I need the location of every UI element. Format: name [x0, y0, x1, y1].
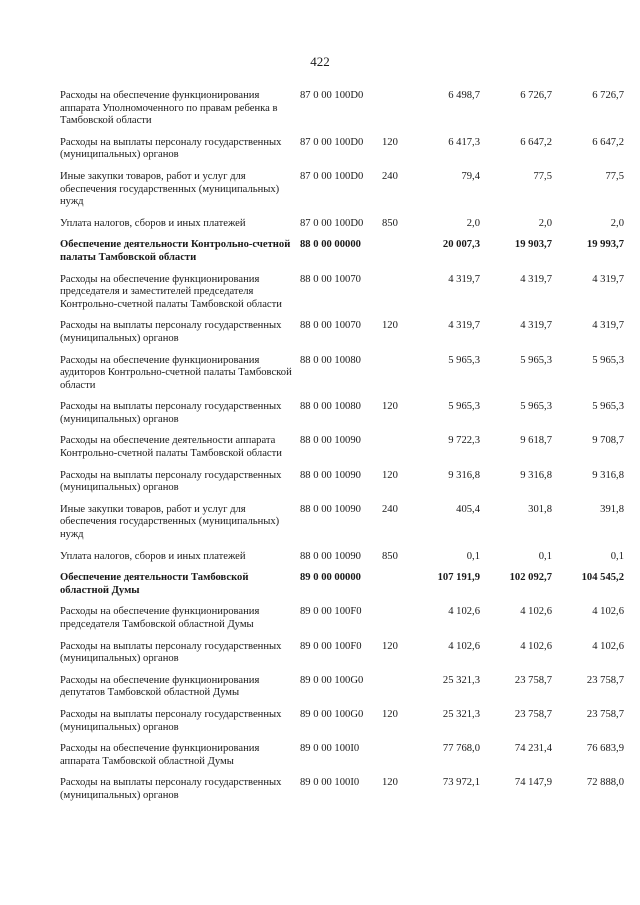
- amount-year-3: 4 319,7: [592, 320, 624, 332]
- amount-year-1: 79,4: [461, 170, 480, 182]
- expense-type-code: 240: [382, 170, 398, 182]
- expense-name: Расходы на обеспечение функционирования аудиторов Контрольно-счетной палаты Тамбовской области: [60, 354, 292, 391]
- amount-year-2: 4 102,6: [520, 606, 552, 618]
- target-article-code: 89 0 00 100G0: [300, 708, 364, 720]
- target-article-code: 89 0 00 100I0: [300, 777, 360, 789]
- table-row: [60, 572, 624, 606]
- target-article-code: 88 0 00 10070: [300, 273, 361, 285]
- amount-year-2: 9 618,7: [520, 435, 552, 447]
- amount-year-1: 405,4: [456, 503, 480, 515]
- expense-type-code: 120: [382, 708, 398, 720]
- target-article-code: 87 0 00 100D0: [300, 90, 364, 101]
- amount-year-2: 5 965,3: [520, 401, 552, 413]
- table-row: [60, 504, 624, 551]
- table-row: [60, 90, 624, 137]
- expense-name: Расходы на обеспечение функционирования председателя Тамбовской областной Думы: [60, 606, 260, 630]
- expense-type-code: [382, 435, 408, 469]
- expense-name: Расходы на обеспечение функционирования аппарата Уполномоченного по правам ребенка в Тамбовской области: [60, 90, 278, 127]
- amount-year-3: 77,5: [605, 170, 624, 182]
- amount-year-2: 23 758,7: [514, 674, 552, 686]
- table-row: [60, 401, 624, 435]
- table-row: [60, 470, 624, 504]
- expense-type-code: [382, 675, 408, 709]
- amount-year-3: 19 993,7: [586, 239, 624, 251]
- expense-type-code: 120: [382, 136, 398, 148]
- table-body: [60, 90, 624, 812]
- table-row: [60, 641, 624, 675]
- amount-year-1: 4 319,7: [448, 273, 480, 285]
- amount-year-2: 2,0: [538, 217, 552, 229]
- amount-year-3: 391,8: [600, 503, 624, 515]
- table-row: [60, 743, 624, 777]
- target-article-code: 89 0 00 100F0: [300, 640, 362, 652]
- table-row: [60, 239, 624, 273]
- amount-year-3: 23 758,7: [586, 708, 624, 720]
- expense-name: Расходы на выплаты персоналу государственных (муниципальных) органов: [60, 401, 282, 425]
- amount-year-1: 0,1: [466, 550, 480, 562]
- amount-year-1: 9 316,8: [448, 469, 480, 481]
- target-article-code: 88 0 00 00000: [300, 239, 361, 251]
- amount-year-2: 9 316,8: [520, 469, 552, 481]
- target-article-code: 89 0 00 00000: [300, 572, 361, 584]
- expense-name: Обеспечение деятельности Тамбовской областной Думы: [60, 572, 249, 596]
- amount-year-1: 4 102,6: [448, 606, 480, 618]
- amount-year-1: 25 321,3: [442, 674, 480, 686]
- amount-year-2: 4 319,7: [520, 320, 552, 332]
- expense-name: Расходы на обеспечение функционирования аппарата Тамбовской областной Думы: [60, 743, 260, 767]
- expense-type-code: 850: [382, 217, 398, 229]
- target-article-code: 88 0 00 10090: [300, 503, 361, 515]
- amount-year-3: 4 319,7: [592, 273, 624, 285]
- expense-name: Уплата налогов, сборов и иных платежей: [60, 217, 246, 229]
- target-article-code: 88 0 00 10090: [300, 469, 361, 481]
- expense-name: Расходы на обеспечение функционирования председателя и заместителей председателя Контрольно-счетной палаты Тамбовской области: [60, 273, 282, 310]
- expense-type-code: [382, 90, 408, 137]
- amount-year-2: 23 758,7: [514, 708, 552, 720]
- expense-name: Обеспечение деятельности Контрольно-счетной палаты Тамбовской области: [60, 239, 291, 263]
- expense-name: Расходы на выплаты персоналу государственных (муниципальных) органов: [60, 708, 282, 733]
- target-article-code: 88 0 00 10070: [300, 320, 361, 332]
- expense-type-code: 850: [382, 550, 398, 562]
- amount-year-3: 72 888,0: [586, 777, 624, 789]
- table-row: [60, 551, 624, 573]
- amount-year-3: 5 965,3: [592, 401, 624, 413]
- target-article-code: 87 0 00 100D0: [300, 136, 364, 148]
- amount-year-1: 6 417,3: [448, 136, 480, 148]
- expense-name: Расходы на обеспечение функционирования депутатов Тамбовской областной Думы: [60, 674, 260, 699]
- amount-year-3: 4 102,6: [592, 606, 624, 618]
- amount-year-2: 4 319,7: [520, 273, 552, 285]
- table-row: [60, 675, 624, 709]
- amount-year-1: 4 102,6: [448, 640, 480, 652]
- table-row: [60, 355, 624, 402]
- amount-year-3: 6 647,2: [592, 136, 624, 148]
- expense-name: Иные закупки товаров, работ и услуг для обеспечения государственных (муниципальных) нужд: [60, 503, 280, 541]
- table-row: [60, 320, 624, 354]
- amount-year-3: 4 102,6: [592, 640, 624, 652]
- target-article-code: 88 0 00 10090: [300, 550, 361, 562]
- table-row: [60, 274, 624, 321]
- amount-year-3: 104 545,2: [581, 572, 624, 584]
- amount-year-1: 4 319,7: [448, 320, 480, 332]
- table-row: [60, 218, 624, 240]
- expense-type-code: 120: [382, 320, 398, 332]
- amount-year-1: 73 972,1: [442, 777, 480, 789]
- expense-name: Расходы на выплаты персоналу государственных (муниципальных) органов: [60, 320, 282, 344]
- expense-type-code: 120: [382, 640, 398, 652]
- target-article-code: 88 0 00 10080: [300, 401, 361, 413]
- target-article-code: 89 0 00 100G0: [300, 674, 364, 686]
- amount-year-3: 6 726,7: [592, 90, 624, 101]
- amount-year-3: 23 758,7: [586, 674, 624, 686]
- expense-name: Иные закупки товаров, работ и услуг для обеспечения государственных (муниципальных) нужд: [60, 170, 280, 208]
- amount-year-2: 6 647,2: [520, 136, 552, 148]
- target-article-code: 89 0 00 100I0: [300, 743, 360, 755]
- amount-year-2: 301,8: [528, 503, 552, 515]
- amount-year-2: 6 726,7: [520, 90, 552, 101]
- table-row: [60, 137, 624, 171]
- page-number: 422: [310, 54, 330, 69]
- amount-year-1: 20 007,3: [442, 239, 480, 251]
- expense-type-code: [382, 743, 408, 777]
- expense-name: Расходы на выплаты персоналу государственных (муниципальных) органов: [60, 136, 282, 161]
- amount-year-3: 0,1: [610, 550, 624, 562]
- table-row: [60, 435, 624, 469]
- amount-year-3: 9 316,8: [592, 469, 624, 481]
- amount-year-1: 9 722,3: [448, 435, 480, 447]
- amount-year-2: 74 147,9: [514, 777, 552, 789]
- amount-year-2: 77,5: [533, 170, 552, 182]
- amount-year-2: 4 102,6: [520, 640, 552, 652]
- budget-table: [60, 90, 624, 812]
- amount-year-2: 5 965,3: [520, 354, 552, 366]
- amount-year-1: 77 768,0: [442, 743, 480, 755]
- expense-name: Расходы на обеспечение деятельности аппарата Контрольно-счетной палаты Тамбовской области: [60, 435, 282, 460]
- target-article-code: 87 0 00 100D0: [300, 170, 364, 182]
- table-row: [60, 606, 624, 640]
- amount-year-1: 107 191,9: [437, 572, 480, 584]
- table-row: [60, 171, 624, 218]
- amount-year-3: 76 683,9: [586, 743, 624, 755]
- amount-year-1: 2,0: [466, 217, 480, 229]
- amount-year-2: 74 231,4: [514, 743, 552, 755]
- table-row: [60, 709, 624, 743]
- expense-type-code: 120: [382, 777, 398, 789]
- expense-type-code: [382, 239, 408, 273]
- amount-year-3: 2,0: [610, 217, 624, 229]
- amount-year-2: 102 092,7: [509, 572, 552, 584]
- target-article-code: 87 0 00 100D0: [300, 217, 364, 229]
- expense-type-code: [382, 274, 408, 321]
- target-article-code: 89 0 00 100F0: [300, 606, 362, 618]
- expense-type-code: [382, 606, 408, 640]
- amount-year-3: 5 965,3: [592, 354, 624, 366]
- table-row: [60, 777, 624, 811]
- expense-name: Уплата налогов, сборов и иных платежей: [60, 550, 246, 562]
- expense-type-code: 240: [382, 503, 398, 515]
- expense-name: Расходы на выплаты персоналу государственных (муниципальных) органов: [60, 469, 282, 494]
- expense-type-code: 120: [382, 469, 398, 481]
- amount-year-1: 6 498,7: [448, 90, 480, 101]
- target-article-code: 88 0 00 10090: [300, 435, 361, 447]
- amount-year-2: 0,1: [538, 550, 552, 562]
- amount-year-1: 5 965,3: [448, 354, 480, 366]
- amount-year-3: 9 708,7: [592, 435, 624, 447]
- target-article-code: 88 0 00 10080: [300, 354, 361, 366]
- expense-type-code: [382, 355, 408, 402]
- expense-name: Расходы на выплаты персоналу государственных (муниципальных) органов: [60, 777, 282, 801]
- expense-type-code: 120: [382, 401, 398, 413]
- expense-type-code: [382, 572, 408, 606]
- expense-name: Расходы на выплаты персоналу государственных (муниципальных) органов: [60, 640, 282, 665]
- amount-year-2: 19 903,7: [514, 239, 552, 251]
- amount-year-1: 5 965,3: [448, 401, 480, 413]
- amount-year-1: 25 321,3: [442, 708, 480, 720]
